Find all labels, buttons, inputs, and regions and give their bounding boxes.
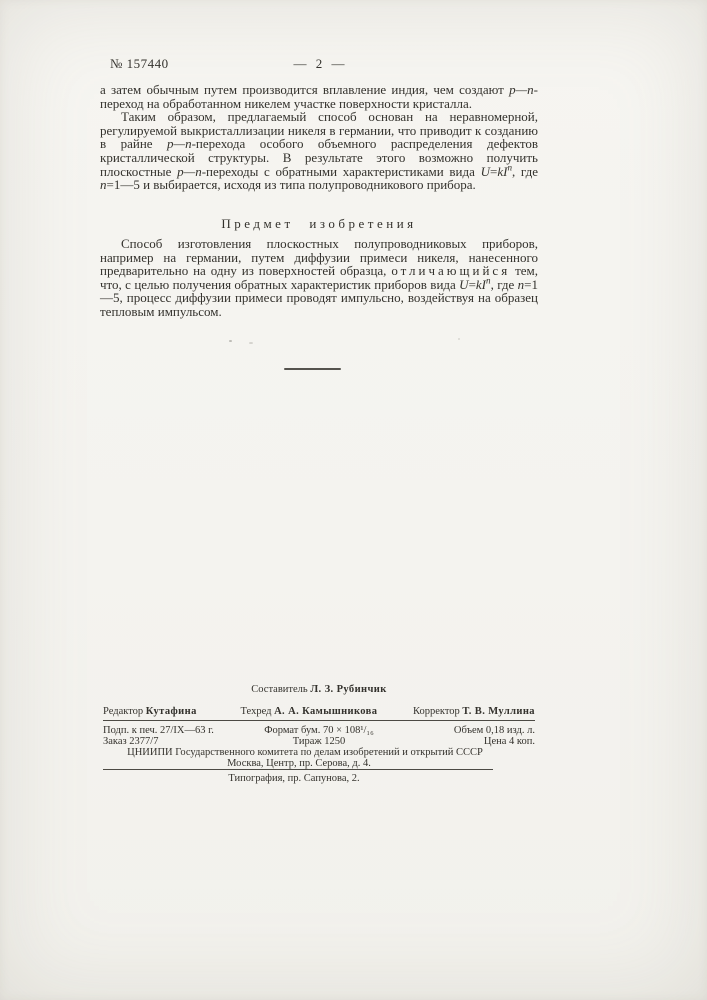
description-text — [100, 83, 538, 192]
staff-row — [103, 706, 535, 717]
order-number: Заказ 2377/7 — [103, 736, 159, 747]
tirage: Тираж 1250 — [292, 736, 346, 747]
techred-cell — [236, 706, 383, 717]
paper-format: Формат бум. 70 × 108¹/₁₆ — [264, 725, 374, 736]
imprint-footer — [103, 684, 535, 784]
section-divider — [284, 368, 341, 370]
claim-heading: Предмет изобретения — [221, 216, 417, 231]
corrector-cell — [392, 706, 535, 717]
editor-cell — [103, 706, 246, 717]
printing-house-line: Типография, пр. Сапунова, 2. — [228, 773, 360, 784]
page-header — [100, 56, 538, 72]
print-info-row — [103, 725, 535, 736]
ink-speck — [229, 340, 232, 342]
ink-speck — [458, 338, 460, 340]
compiler-name: Л. З. Рубинчик — [310, 684, 387, 695]
address-line: Москва, Центр, пр. Серова, д. 4. — [227, 758, 371, 769]
price: Цена 4 коп. — [483, 736, 535, 747]
organization-line: ЦНИИПИ Государственного комитета по делам изобретений и открытий СССР — [127, 747, 483, 758]
claim-text — [100, 237, 538, 319]
techred-label: Техред — [240, 706, 272, 717]
page-number: — 2 — — [293, 56, 345, 71]
imprint-rule-bottom — [103, 769, 493, 770]
compiler-label: Составитель — [251, 684, 308, 695]
ink-speck — [249, 342, 253, 344]
corrector-name: Т. В. Муллина — [462, 706, 535, 717]
volume-info: Объем 0,18 изд. л. — [453, 725, 535, 736]
paragraph: Таким образом, предлагаемый способ основан на неравномерной, регулируемой выкристаллизации никеля в германии, что приводит к созданию в райне p—n-перехода особого объемного распределения дефектов кристаллической структуры. В результате этого возможно получить плоскостные p—n-переходы с обратными характеристиками вида $U=kI^n$, где n=1—5 и выбирается, исходя из типа полупроводникового прибора. — [100, 109, 539, 193]
paragraph: а затем обычным путем производится вплавление индия, чем создают p—n-переход на обработанном никелем участке поверхности кристалла. — [100, 82, 538, 111]
editor-name: Кутафина — [145, 706, 197, 717]
techred-name: А. А. Камышникова — [274, 706, 378, 717]
patent-number: № 157440 — [110, 56, 169, 71]
editor-label: Редактор — [103, 706, 144, 717]
compiler-line — [103, 684, 535, 695]
order-info-row — [103, 736, 535, 747]
imprint-rule-top — [103, 720, 535, 721]
submit-date: Подп. к печ. 27/IX—63 г. — [103, 725, 214, 736]
paragraph: Способ изготовления плоскостных полупроводниковых приборов, например на германии, путем диффузии примеси никеля, нанесенного предварительно на одну из поверхностей образца, отличающийся тем, что, с целью получения обратных характеристик приборов вида $U=kI^n$, где n=1—5, процесс диффузии примеси проводят импульсно, воздействуя на образец тепловым импульсом. — [100, 236, 538, 319]
corrector-label: Корректор — [412, 706, 460, 717]
